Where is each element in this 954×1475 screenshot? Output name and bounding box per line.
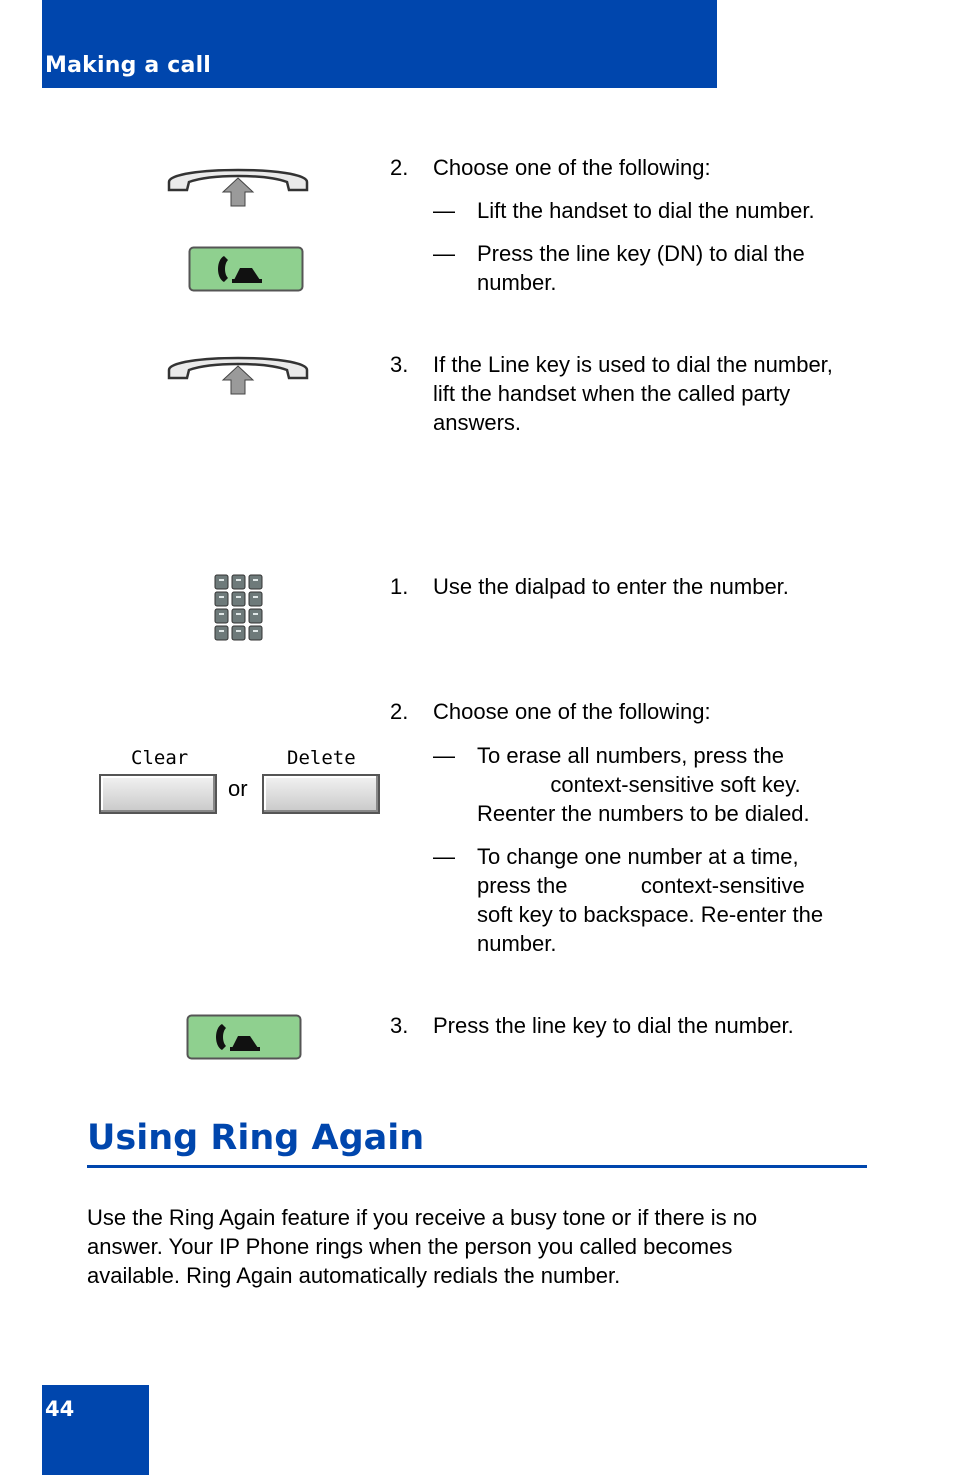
bullet-text: number. bbox=[477, 931, 557, 956]
handset-lift-icon bbox=[165, 348, 311, 396]
step-text: Press the line key to dial the number. bbox=[433, 1013, 794, 1038]
section-divider bbox=[87, 1165, 867, 1168]
step-number: 3. bbox=[390, 352, 409, 377]
paragraph-line: available. Ring Again automatically redials the number. bbox=[87, 1263, 621, 1288]
clear-softkey[interactable] bbox=[99, 774, 217, 814]
bullet-dash: — bbox=[433, 198, 455, 223]
step-text: If the Line key is used to dial the number, bbox=[433, 352, 833, 377]
bullet-dash: — bbox=[433, 743, 455, 768]
dialpad-icon bbox=[214, 574, 264, 642]
step-text: lift the handset when the called party bbox=[433, 381, 791, 406]
step-number: 2. bbox=[390, 699, 409, 724]
step-text: answers. bbox=[433, 410, 522, 435]
delete-softkey-label: Delete bbox=[287, 747, 356, 769]
line-key-icon[interactable] bbox=[186, 1014, 302, 1060]
section-title: Using Ring Again bbox=[87, 1118, 425, 1158]
line-key-icon[interactable] bbox=[188, 246, 304, 292]
bullet-text: To erase all numbers, press the bbox=[477, 743, 784, 768]
step-number: 3. bbox=[390, 1013, 409, 1038]
step-number: 1. bbox=[390, 574, 409, 599]
bullet-text: soft key to backspace. Re-enter the bbox=[477, 902, 824, 927]
bullet-dash: — bbox=[433, 241, 455, 266]
step-text: Choose one of the following: bbox=[433, 155, 711, 180]
or-text: or bbox=[228, 776, 248, 801]
clear-softkey-label: Clear bbox=[131, 747, 189, 769]
handset-lift-icon bbox=[165, 160, 311, 208]
bullet-text: Reenter the numbers to be dialed. bbox=[477, 801, 810, 826]
header-title: Making a call bbox=[45, 53, 212, 78]
step-text: Choose one of the following: bbox=[433, 699, 711, 724]
bullet-text: To change one number at a time, bbox=[477, 844, 799, 869]
bullet-dash: — bbox=[433, 844, 455, 869]
step-text: Use the dialpad to enter the number. bbox=[433, 574, 789, 599]
bullet-text: context-sensitive soft key. bbox=[477, 772, 801, 797]
bullet-text: Lift the handset to dial the number. bbox=[477, 198, 815, 223]
bullet-text: press the context-sensitive bbox=[477, 873, 805, 898]
page-number: 44 bbox=[45, 1397, 75, 1421]
bullet-text: number. bbox=[477, 270, 557, 295]
paragraph-line: Use the Ring Again feature if you receive a busy tone or if there is no bbox=[87, 1205, 758, 1230]
ring-again-paragraph bbox=[87, 1203, 887, 1290]
step-number: 2. bbox=[390, 155, 409, 180]
bullet-text: Press the line key (DN) to dial the bbox=[477, 241, 805, 266]
delete-softkey[interactable] bbox=[262, 774, 380, 814]
paragraph-line: answer. Your IP Phone rings when the person you called becomes bbox=[87, 1234, 733, 1259]
